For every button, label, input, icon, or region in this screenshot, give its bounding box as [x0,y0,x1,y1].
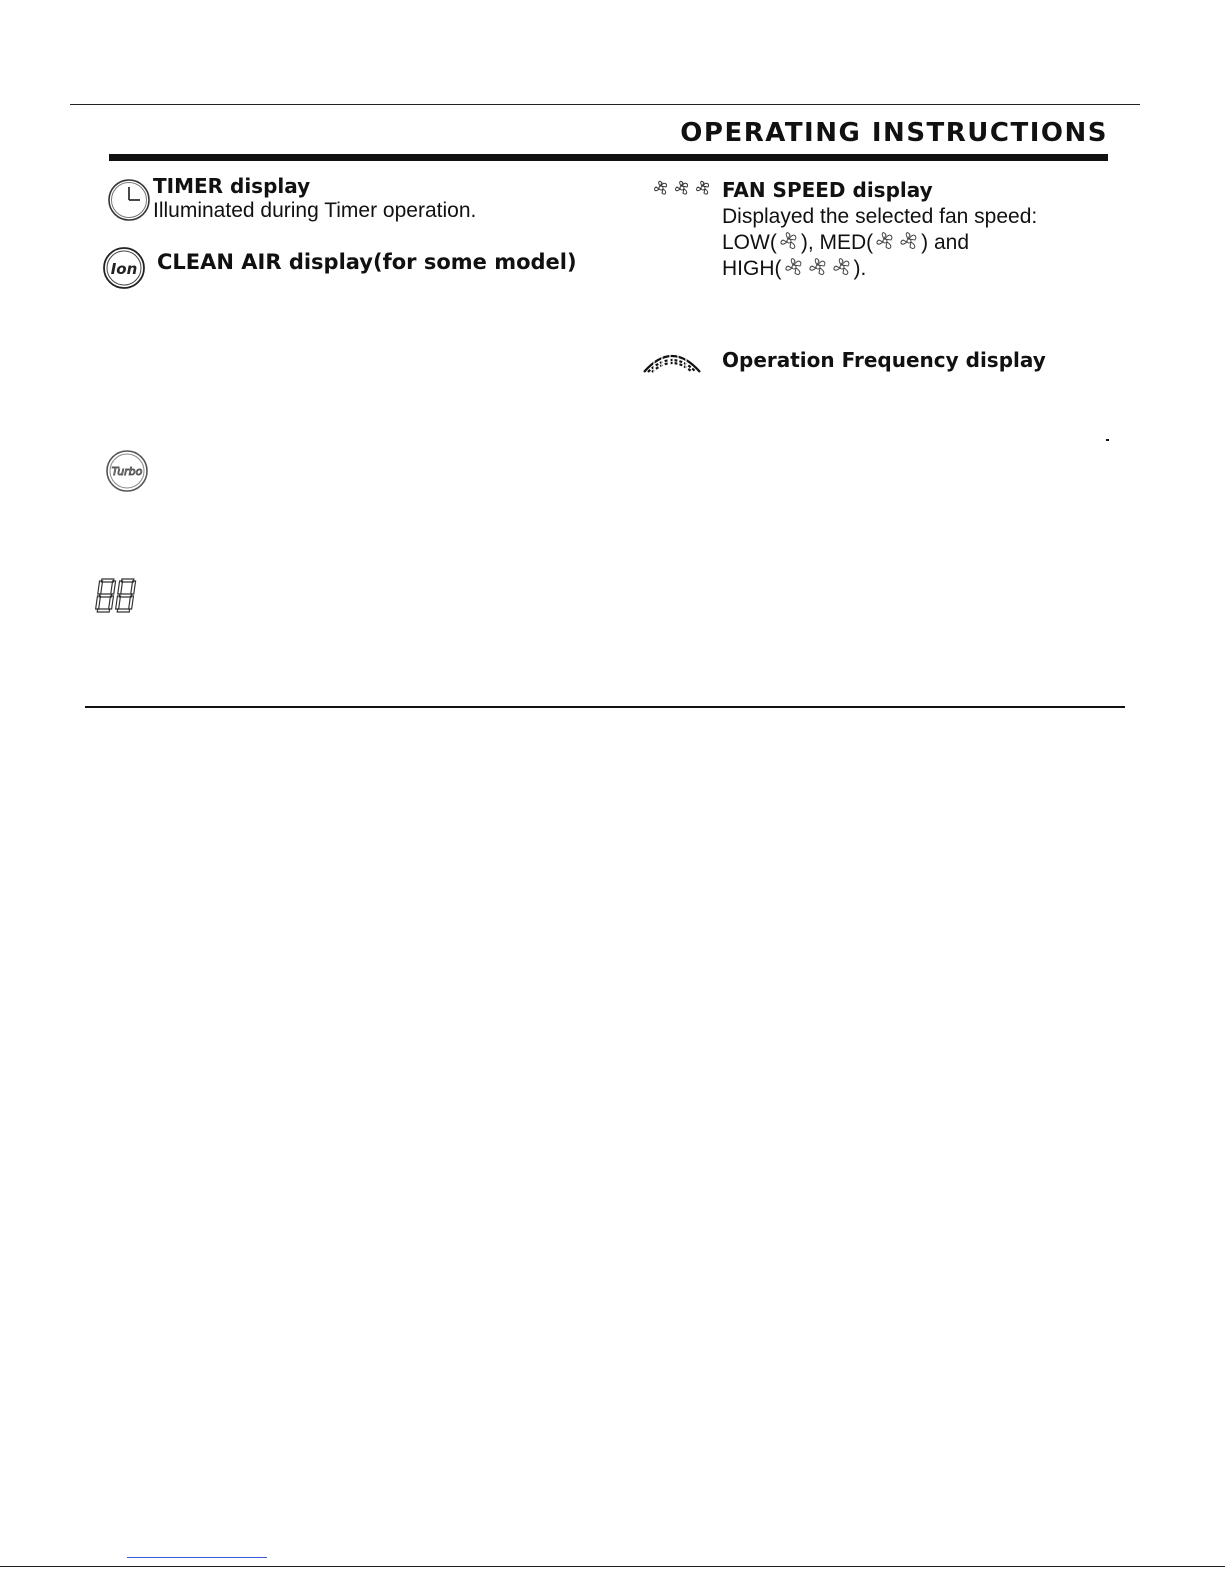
fan-high-icon-2 [806,256,830,278]
fan-high-prefix: HIGH( [722,257,782,280]
fan-high-suffix: ). [853,257,867,280]
fan-speed-heading: FAN SPEED display [722,178,933,202]
ion-icon [102,246,146,290]
fan-low-suffix: ), [800,231,820,254]
stray-mark [1106,439,1109,441]
footer-link-underline [127,1557,267,1558]
timer-heading: TIMER display [153,174,311,198]
turbo-icon-text: Turbo [111,465,143,478]
fan-speed-line1: Displayed the selected fan speed: [722,205,1038,228]
fan-speed-line2 [722,230,969,256]
turbo-icon [105,449,149,493]
fan-speed-line3 [722,256,866,282]
ion-icon-text: Ion [110,260,138,278]
fan-med-icon-1 [873,230,897,252]
fan-high-icon-1 [782,256,806,278]
frequency-heading: Operation Frequency display [722,348,1046,372]
bottom-rule [85,706,1125,708]
seven-segment-icon [94,578,138,614]
frequency-arc-icon [640,346,704,374]
fan-med-suffix: ) and [921,231,970,254]
timer-description: Illuminated during Timer operation. [153,199,477,222]
clock-icon [107,178,151,222]
fan-high-icon-3 [830,256,854,278]
title-underline-bar [109,154,1108,161]
fan-low-prefix: LOW( [722,231,777,254]
fan-low-icon [777,230,801,252]
footer-rule [0,1566,1225,1567]
fan-icon [652,178,714,198]
top-rule [70,104,1140,105]
fan-med-icon-2 [897,230,921,252]
page-title: OPERATING INSTRUCTIONS [680,118,1108,148]
clean-air-heading: CLEAN AIR display(for some model) [157,250,577,274]
fan-med-prefix: MED( [819,231,874,254]
